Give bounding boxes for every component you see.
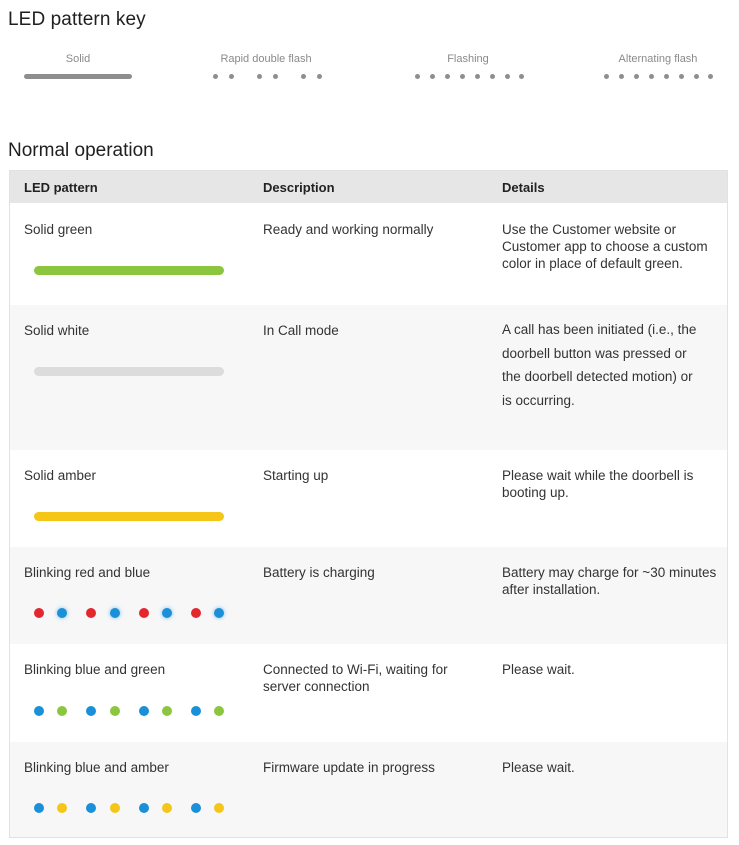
led-table [9,170,728,838]
led-details: Please wait while the doorbell is booting up. [502,468,694,500]
header-led-pattern: LED pattern [24,180,98,195]
table-row [10,547,727,644]
led-dot-blue [110,608,120,618]
led-description: Connected to Wi-Fi, waiting for server connection [263,662,448,694]
table-row [10,305,727,450]
led-details: Please wait. [502,760,575,775]
key-label-alternating-flash: Alternating flash [618,53,698,65]
led-dot-green [110,706,120,716]
led-details: Battery may charge for ~30 minutes after installation. [502,565,717,597]
led-pattern-name: Blinking blue and green [24,662,166,677]
led-solid-amber-bar [34,512,224,521]
key-label-flashing: Flashing [447,53,489,65]
key-dot [445,74,450,79]
led-details: Please wait. [502,662,575,677]
led-description: Firmware update in progress [263,760,435,775]
led-dot-red [139,608,149,618]
led-dot-blue [57,608,67,618]
led-dot-green [57,706,67,716]
key-dot [694,74,699,79]
led-dot-blue [86,706,96,716]
led-dot-amber [214,803,224,813]
led-dot-blue [214,608,224,618]
table-row [10,644,727,742]
key-dot [273,74,278,79]
key-dot [619,74,624,79]
led-dot-red [34,608,44,618]
led-dot-blue [34,706,44,716]
header-details: Details [502,180,545,195]
table-row [10,742,727,837]
led-dot-red [191,608,201,618]
led-dot-amber [162,803,172,813]
key-dot [460,74,465,79]
led-dot-amber [57,803,67,813]
key-dot [679,74,684,79]
led-dot-blue [191,803,201,813]
led-dot-blue [34,803,44,813]
key-dot [519,74,524,79]
led-pattern-name: Solid white [24,323,90,338]
key-dot [649,74,654,79]
led-dot-green [162,706,172,716]
led-pattern-name: Blinking blue and amber [24,760,169,775]
led-description: Starting up [263,468,329,483]
key-dot [604,74,609,79]
led-description: Battery is charging [263,565,375,580]
led-solid-white-bar [34,367,224,376]
table-row [10,450,727,547]
key-dot [229,74,234,79]
key-dot [301,74,306,79]
led-dot-green [214,706,224,716]
normal-operation-title: Normal operation [8,140,154,161]
key-dot [664,74,669,79]
key-label-solid: Solid [65,53,91,65]
led-description: Ready and working normally [263,222,434,237]
table-row [10,203,727,305]
led-details: Use the Customer website or Customer app to choose a custom color in place of default green. [502,222,708,271]
table-header [10,171,727,203]
led-pattern-key-title: LED pattern key [8,9,146,30]
key-dot [213,74,218,79]
led-pattern-name: Blinking red and blue [24,565,151,580]
key-dot [490,74,495,79]
led-dot-blue [86,803,96,813]
key-dot [317,74,322,79]
key-label-rapid-double-flash: Rapid double flash [220,53,312,65]
led-dot-blue [191,706,201,716]
key-dot [475,74,480,79]
led-details: A call has been initiated (i.e., the doorbell button was pressed or the doorbell detected motion) or is occurring. [502,322,697,408]
key-solid-line [24,74,132,79]
key-dot [634,74,639,79]
led-pattern-name: Solid green [24,222,93,237]
led-description: In Call mode [263,323,339,338]
key-dot [430,74,435,79]
led-dot-red [86,608,96,618]
header-description: Description [263,180,335,195]
led-dot-amber [110,803,120,813]
led-dot-blue [162,608,172,618]
key-dot [708,74,713,79]
led-dot-blue [139,706,149,716]
led-pattern-name: Solid amber [24,468,97,483]
led-solid-green-bar [34,266,224,275]
led-dot-blue [139,803,149,813]
key-dot [415,74,420,79]
key-dot [257,74,262,79]
key-dot [505,74,510,79]
